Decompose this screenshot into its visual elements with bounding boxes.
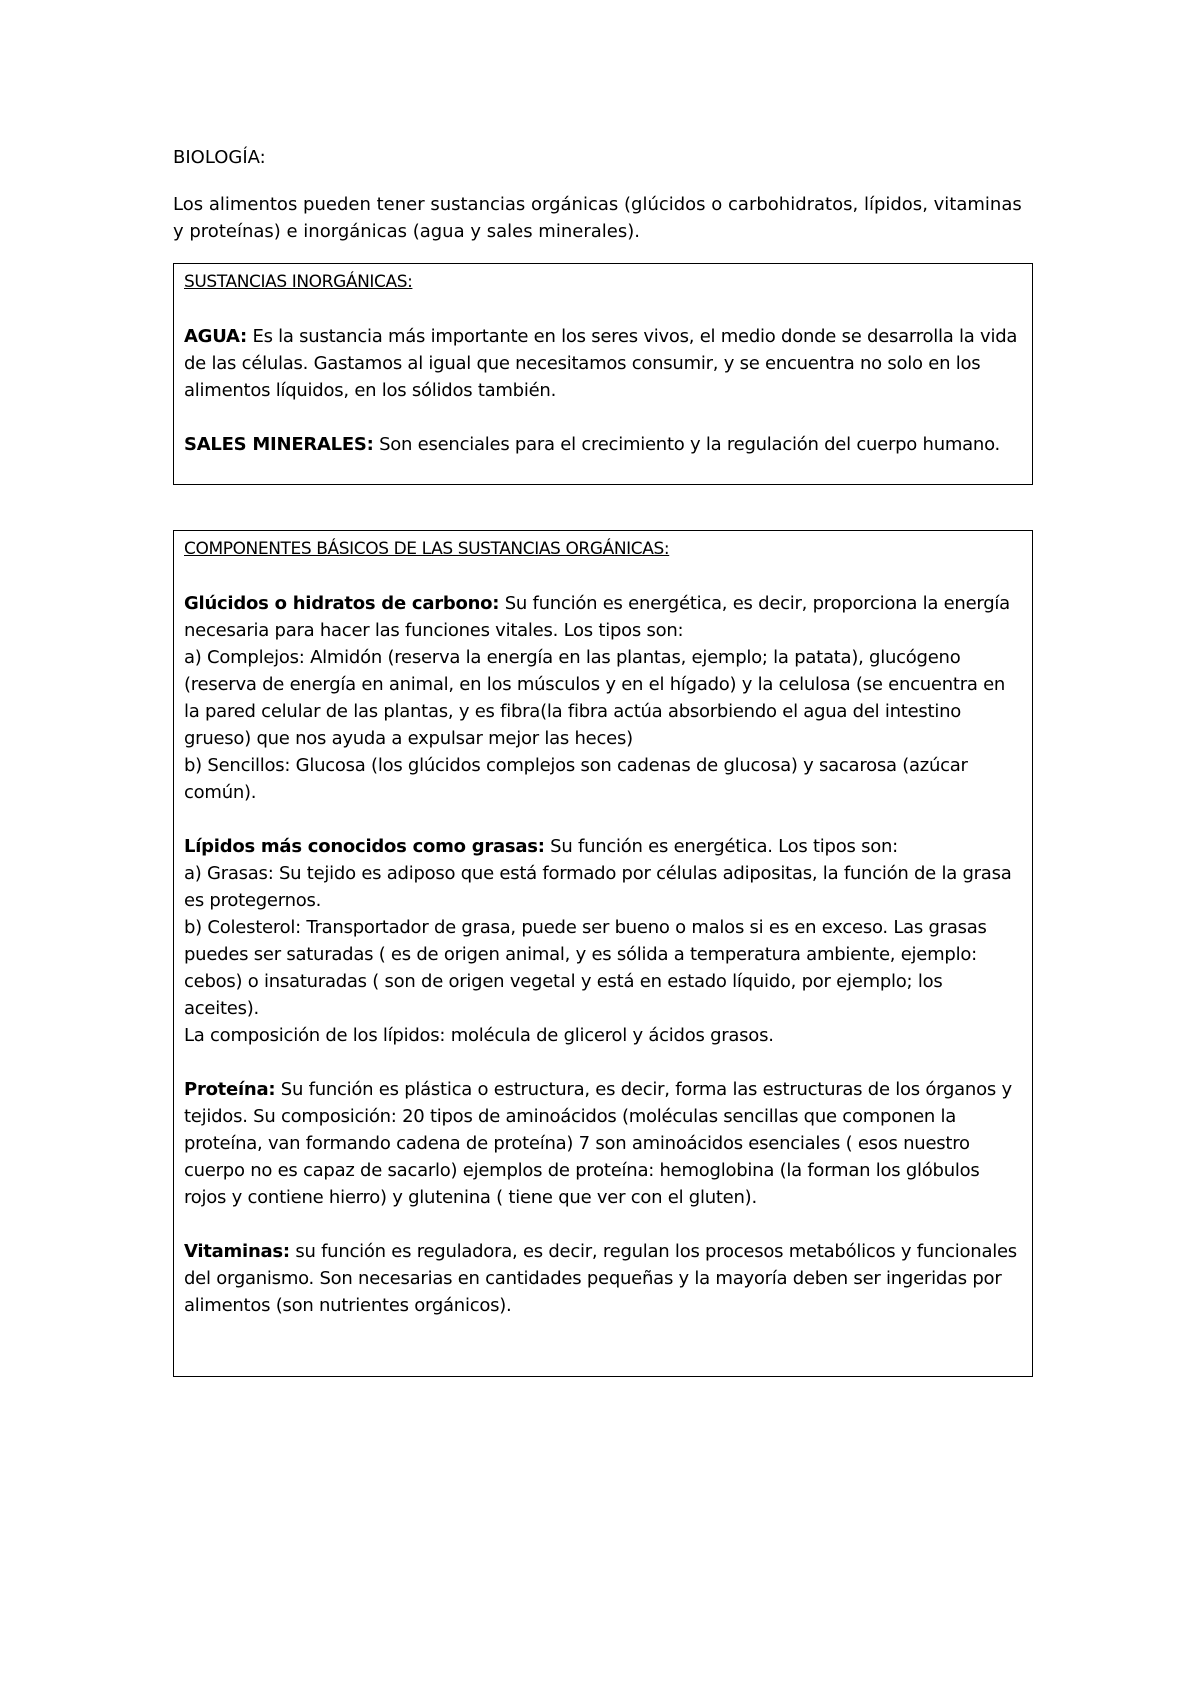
lipidos-composicion: La composición de los lípidos: molécula de glicerol y ácidos grasos.	[184, 1025, 774, 1046]
agua-paragraph	[184, 323, 1022, 404]
sales-text: Son esenciales para el crecimiento y la regulación del cuerpo humano.	[373, 434, 1000, 455]
lipidos-term: Lípidos más conocidos como grasas:	[184, 836, 545, 857]
spacer	[184, 404, 1022, 431]
agua-term: AGUA:	[184, 326, 247, 347]
spacer	[184, 296, 1022, 323]
proteina-term: Proteína:	[184, 1079, 276, 1100]
proteina-paragraph	[184, 1076, 1022, 1211]
glucidos-text: Su función es energética, es decir, proporciona la energía necesaria para hacer las funciones vitales. Los tipos son:	[184, 593, 1010, 641]
agua-text: Es la sustancia más importante en los seres vivos, el medio donde se desarrolla la vida de las células. Gastamos al igual que necesitamos consumir, y se encuentra no solo en los alimentos líquidos, en los sólidos también.	[184, 326, 1018, 401]
glucidos-paragraph	[184, 590, 1022, 644]
sales-paragraph	[184, 431, 1022, 458]
document-title: BIOLOGÍA:	[173, 147, 266, 168]
organic-heading: COMPONENTES BÁSICOS DE LAS SUSTANCIAS ORGÁNICAS:	[184, 539, 670, 559]
inorganic-substances-box	[173, 263, 1033, 485]
sales-term: SALES MINERALES:	[184, 434, 374, 455]
spacer	[184, 563, 1022, 590]
glucidos-sencillos: b) Sencillos: Glucosa (los glúcidos complejos son cadenas de glucosa) y sacarosa (azúcar común).	[184, 755, 968, 803]
vitaminas-text: su función es reguladora, es decir, regulan los procesos metabólicos y funcionales del organismo. Son necesarias en cantidades pequeñas y la mayoría deben ser ingeridas por alimentos (son nutrientes orgánicos).	[184, 1241, 1017, 1316]
proteina-text: Su función es plástica o estructura, es decir, forma las estructuras de los órganos y tejidos. Su composición: 20 tipos de aminoácidos (moléculas sencillas que componen la proteína, van formando cadena de proteína) 7 son aminoácidos esenciales ( esos nuestro cuerpo no es capaz de sacarlo) ejemplos de proteína: hemoglobina (la forman los glóbulos rojos y contiene hierro) y glutenina ( tiene que ver con el gluten).	[184, 1079, 1012, 1208]
glucidos-complejos: a) Complejos: Almidón (reserva la energía en las plantas, ejemplo; la patata), glucógeno (reserva de energía en animal, en los músculos y en el hígado) y la celulosa (se encuentra en la pared celular de las plantas, y es fibra(la fibra actúa absorbiendo el agua del intestino grueso) que nos ayuda a expulsar mejor las heces)	[184, 647, 1006, 749]
spacer	[184, 1211, 1022, 1238]
lipidos-grasas: a) Grasas: Su tejido es adiposo que está formado por células adipositas, la función de la grasa es protegernos.	[184, 863, 1012, 911]
glucidos-term: Glúcidos o hidratos de carbono:	[184, 593, 500, 614]
intro-paragraph: Los alimentos pueden tener sustancias orgánicas (glúcidos o carbohidratos, lípidos, vitaminas y proteínas) e inorgánicas (agua y sales minerales).	[173, 194, 1022, 242]
lipidos-paragraph	[184, 833, 1022, 860]
lipidos-colesterol: b) Colesterol: Transportador de grasa, puede ser bueno o malos si es en exceso. Las grasas puedes ser saturadas ( es de origen animal, y es sólida a temperatura ambiente, ejemplo: cebos) o insaturadas ( son de origen vegetal y está en estado líquido, por ejemplo; los aceites).	[184, 917, 987, 1019]
inorganic-heading: SUSTANCIAS INORGÁNICAS:	[184, 272, 413, 292]
spacer	[184, 806, 1022, 833]
vitaminas-term: Vitaminas:	[184, 1241, 290, 1262]
lipidos-text: Su función es energética. Los tipos son:	[544, 836, 898, 857]
vitaminas-paragraph	[184, 1238, 1022, 1319]
organic-components-box	[173, 530, 1033, 1377]
spacer	[184, 1049, 1022, 1076]
